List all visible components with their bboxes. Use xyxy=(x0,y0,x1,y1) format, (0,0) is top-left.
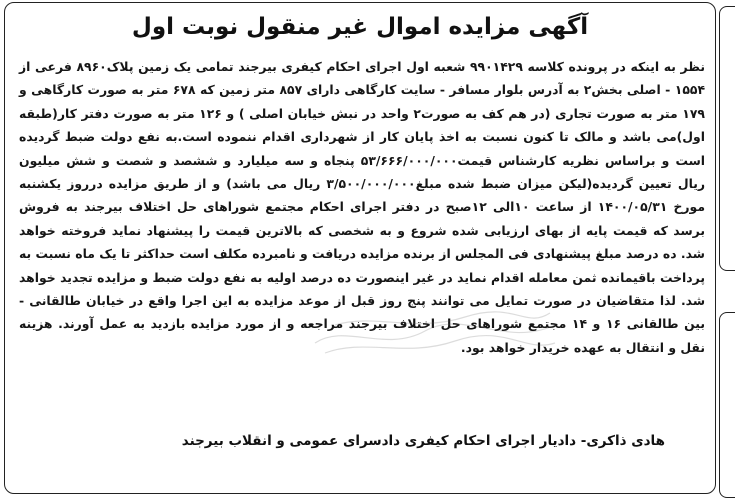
notice-body: نظر به اینکه در پرونده کلاسه ۹۹۰۱۴۲۹ شعبه اول اجرای احکام کیفری بیرجند تمامی یک زمین پلاک۸۹۶۰ فرعی از ۱۵۵۴ - اصلی بخش۲ به آدرس بلوار مسافر - سایت کارگاهی دارای ۸۵۷ متر زمین که ۶۷۸ متر به صورت کارگاهی و ۱۷۹ متر به صورت تجاری (در هم کف به صورت۲ واحد در نبش خیابان اصلی ) و ۱۲۶ متر به صورت دفتر کار(طبقه اول)می باشد و مالک تا کنون نسبت به اخذ پایان کار از شهرداری اقدام ننموده است.به نفع دولت ضبط گردیده است و براساس نظریه کارشناس قیمت۵۳/۶۶۶/۰۰۰/۰۰۰ پنجاه و سه میلیارد و ششصد و شصت و شش میلیون ریال تعیین گردیده(لیکن میزان ضبط شده مبلغ۳/۵۰۰/۰۰۰/۰۰۰ ریال می باشد) و از طریق مزایده درروز یکشنبه مورخ ۱۴۰۰/۰۵/۳۱ از ساعت ۱۰الی ۱۲صبح در دفتر اجرای احکام مجتمع شوراهای حل اختلاف بیرجند به فروش برسد که قیمت پایه از بهای ارزیابی شده شروع و به شخصی که بالاترین قیمت را پیشنهاد نماید فروخته خواهد شد. ده درصد مبلغ پیشنهادی فی المجلس از برنده مزایده دریافت و نامبرده مکلف است حداکثر تا یک ماه نسبت به پرداخت باقیمانده ثمن معامله اقدام نماید در غیر اینصورت ده درصد اولیه به نفع دولت ضبط و مزایده تجدید خواهد شد. لذا متقاضیان در صورت تمایل می توانند پنج روز قبل از موعد مزایده به این اجرا واقع در خیابان طالقانی - بین طالقانی ۱۶ و ۱۴ مجتمع شوراهای حل اختلاف بیرجند مراجعه و از مورد مزایده بازدید به عمل آورند. هزینه نقل و انتقال به عهده خریدار خواهد بود. xyxy=(19,59,706,355)
notice-signature: هادی ذاکری- دادیار اجرای احکام کیفری دادسرای عمومی و انقلاب بیرجند xyxy=(181,433,665,449)
adjacent-notice-edge-bottom xyxy=(719,312,735,498)
auction-notice xyxy=(4,2,716,494)
adjacent-notice-edge-top xyxy=(719,6,735,271)
notice-title: آگهی مزایده اموال غیر منقول نوبت اول xyxy=(131,14,589,40)
